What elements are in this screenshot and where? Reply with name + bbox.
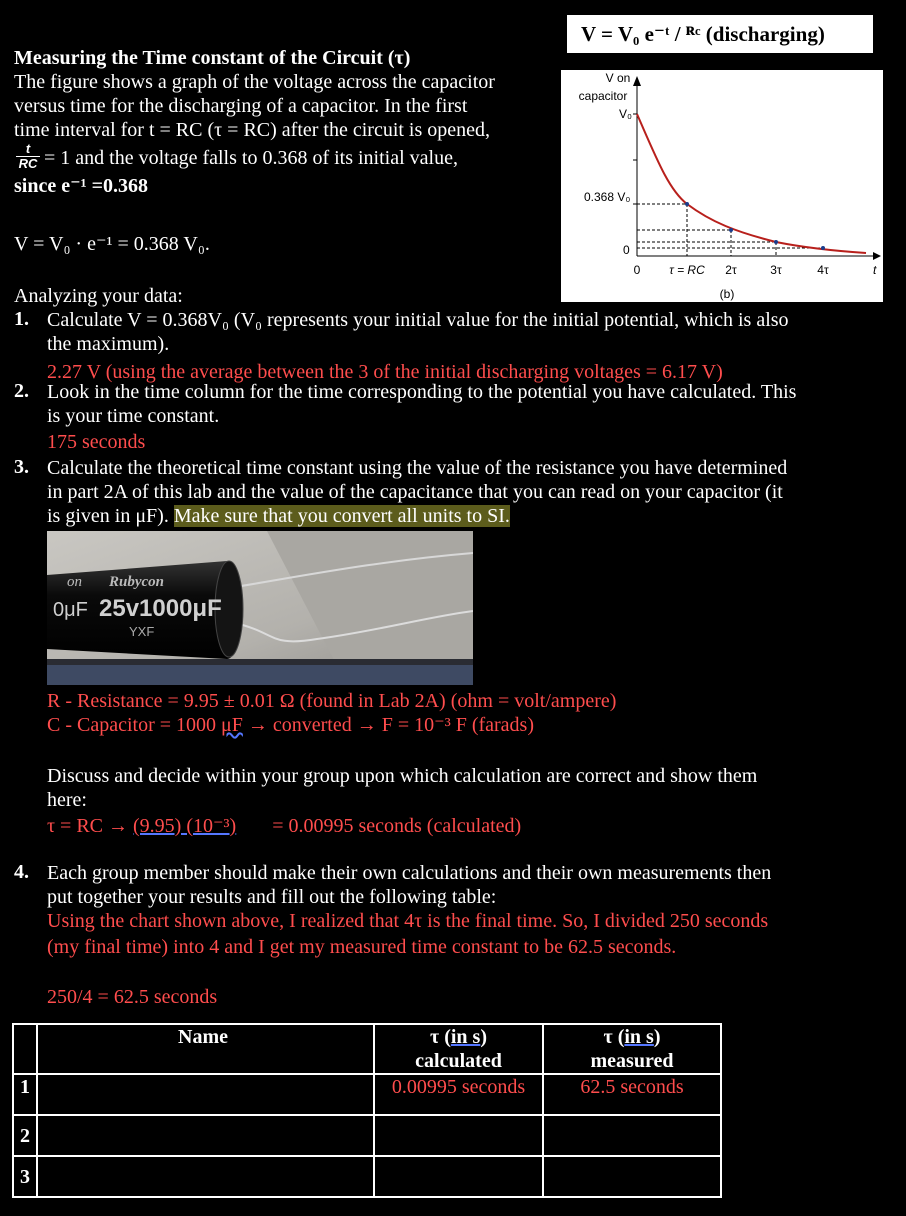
- q4-text: [47, 861, 897, 1009]
- zero-x-label: 0: [633, 263, 641, 277]
- q4-answer-1: Using the chart shown above, I realized that 4τ is the final time. So, I divided 250 seconds: [47, 910, 769, 932]
- q3-line: in part 2A of this lab and the value of the capacitance that you can read on your capacitor (it: [47, 481, 783, 503]
- row-number: 3: [13, 1156, 37, 1197]
- row-calculated[interactable]: [374, 1115, 543, 1156]
- q3-line3a: is given in μF).: [47, 505, 174, 527]
- y-axis-arrow: [633, 76, 641, 86]
- row-number: 1: [13, 1074, 37, 1115]
- q1-answer: 2.27 V (using the average between the 3 of the initial discharging voltages = 6.17 V): [47, 361, 723, 383]
- capacitor-unit: μF: [221, 714, 243, 736]
- intro-line: The figure shows a graph of the voltage across the capacitor: [14, 71, 495, 93]
- q2-number: 2.: [14, 380, 29, 402]
- section-title: Measuring the Time constant of the Circuit (τ): [14, 47, 411, 69]
- four-tau-label: 4τ: [817, 263, 829, 277]
- v0-label: V₀: [619, 107, 632, 121]
- row-calculated[interactable]: 0.00995 seconds: [374, 1074, 543, 1115]
- since-line: since e⁻¹ =0.368: [14, 175, 149, 197]
- header-meas-close: ): [653, 1026, 661, 1048]
- header-calc-line1: [375, 1025, 542, 1049]
- point-three-tau: [774, 240, 778, 244]
- intro-line: versus time for the discharging of a capacitor. In the first: [14, 95, 468, 117]
- q4-answer-2: (my final time) into 4 and I get my measured time constant to be 62.5 seconds.: [47, 936, 677, 958]
- row-measured[interactable]: [543, 1115, 721, 1156]
- capacitor-line-a: C - Capacitor = 1000: [47, 714, 222, 736]
- q3-text: [47, 456, 897, 528]
- two-tau-label: 2τ: [725, 263, 737, 277]
- fraction-numerator: t: [16, 142, 40, 157]
- row-name-cell[interactable]: [37, 1115, 374, 1156]
- point-four-tau: [821, 246, 825, 250]
- row-measured[interactable]: [543, 1156, 721, 1197]
- capacitor-mark-left: 0μF: [53, 599, 88, 621]
- q4-line: put together your results and fill out the following table:: [47, 886, 497, 908]
- header-calc-line2: calculated: [415, 1050, 502, 1072]
- intro-section: [14, 46, 554, 198]
- row-number: 2: [13, 1115, 37, 1156]
- t-axis-label: t: [873, 263, 877, 277]
- capacitor-brand: Rubycon: [109, 574, 165, 590]
- header-calc-close: ): [480, 1026, 488, 1048]
- discuss-text: [47, 764, 897, 812]
- discharge-curve: [637, 114, 866, 253]
- header-calc-unit: in s: [450, 1026, 481, 1048]
- results-table: [12, 1023, 722, 1198]
- q1-line: Calculate V = 0.368V₀ (V₀ represents your initial value for the initial potential, which is also: [47, 309, 789, 331]
- calc-result: = 0.00995 seconds (calculated): [272, 815, 522, 837]
- q1-line: the maximum).: [47, 333, 170, 355]
- table-row: [13, 1115, 721, 1156]
- q4-line: Each group member should make their own calculations and their own measurements then: [47, 862, 772, 884]
- header-meas-line2: measured: [590, 1050, 674, 1072]
- fraction: [16, 142, 40, 171]
- q3-highlight: Make sure that you convert all units to SI.: [173, 505, 510, 527]
- calc-tau-rc: τ = RC →: [47, 815, 133, 837]
- v368-label: 0.368 V₀: [584, 190, 631, 204]
- point-tau: [685, 202, 689, 206]
- calc-values: (9.95) (10⁻³): [133, 815, 237, 837]
- row-calculated[interactable]: [374, 1156, 543, 1197]
- calculation-line: [47, 814, 521, 838]
- discharge-graph: [561, 70, 883, 302]
- fraction-line: [14, 141, 554, 176]
- fraction-tail: = 1 and the voltage falls to 0.368 of its initial value,: [44, 147, 458, 169]
- q1-text: [47, 308, 897, 384]
- capacitor-line-b: → converted → F = 10⁻³ F (farads): [242, 714, 534, 736]
- header-number-cell: [13, 1024, 37, 1074]
- graph-caption: (b): [719, 287, 735, 301]
- header-meas-unit: in s: [624, 1026, 654, 1048]
- table-row: [13, 1156, 721, 1197]
- point-two-tau: [729, 228, 733, 232]
- intro-line: time interval for t = RC (τ = RC) after the circuit is opened,: [14, 119, 491, 141]
- table-header-row: [13, 1024, 721, 1074]
- header-calculated: [374, 1024, 543, 1074]
- header-name: [37, 1024, 374, 1074]
- header-meas-line1: [544, 1025, 720, 1049]
- y-label-1: V on: [605, 71, 631, 85]
- row-measured[interactable]: 62.5 seconds: [543, 1074, 721, 1115]
- table-row: [13, 1074, 721, 1115]
- zero-y-label: 0: [623, 243, 630, 257]
- analyzing-title: Analyzing your data:: [14, 285, 183, 307]
- q2-line: is your time constant.: [47, 405, 220, 427]
- discuss-line: here:: [47, 789, 87, 811]
- q3-line: [47, 504, 897, 528]
- q2-line: Look in the time column for the time corresponding to the potential you have calculated. This: [47, 381, 797, 403]
- q1-number: 1.: [14, 308, 29, 330]
- header-name-text: Name: [178, 1026, 228, 1048]
- equation: V = V₀ · e⁻¹ = 0.368 V₀.: [14, 233, 210, 255]
- capacitor-brand-prefix: on: [67, 574, 82, 590]
- capacitor-photo-svg: [47, 531, 473, 685]
- q3-line: Calculate the theoretical time constant using the value of the resistance you have determined: [47, 457, 788, 479]
- fraction-denominator: RC: [18, 156, 38, 171]
- capacitor-code: YXF: [129, 624, 155, 639]
- capacitor-marking: 25v1000μF: [99, 595, 222, 622]
- q3-number: 3.: [14, 456, 29, 478]
- header-measured: [543, 1024, 721, 1074]
- discharge-graph-svg: [561, 70, 883, 302]
- photo-base: [47, 665, 473, 685]
- row-name-cell[interactable]: [37, 1074, 374, 1115]
- q2-text: [47, 380, 897, 454]
- formula-box: V = V₀ e⁻ᵗ / ᴿᶜ (discharging): [566, 14, 874, 54]
- capacitor-line: [47, 713, 534, 737]
- discuss-line: Discuss and decide within your group upon which calculation are correct and show them: [47, 765, 758, 787]
- capacitor-photo: [47, 531, 473, 685]
- q4-answer-3: 250/4 = 62.5 seconds: [47, 986, 218, 1008]
- three-tau-label: 3τ: [770, 263, 782, 277]
- q4-number: 4.: [14, 861, 29, 883]
- y-label-2: capacitor: [578, 89, 628, 103]
- resistance-line: R - Resistance = 9.95 ± 0.01 Ω (found in Lab 2A) (ohm = volt/ampere): [47, 690, 617, 712]
- tau-label: τ = RC: [669, 263, 705, 277]
- x-axis-arrow: [873, 252, 881, 260]
- q2-answer: 175 seconds: [47, 431, 146, 453]
- header-meas-open: τ (: [603, 1026, 625, 1048]
- row-name-cell[interactable]: [37, 1156, 374, 1197]
- header-calc-open: τ (: [429, 1026, 451, 1048]
